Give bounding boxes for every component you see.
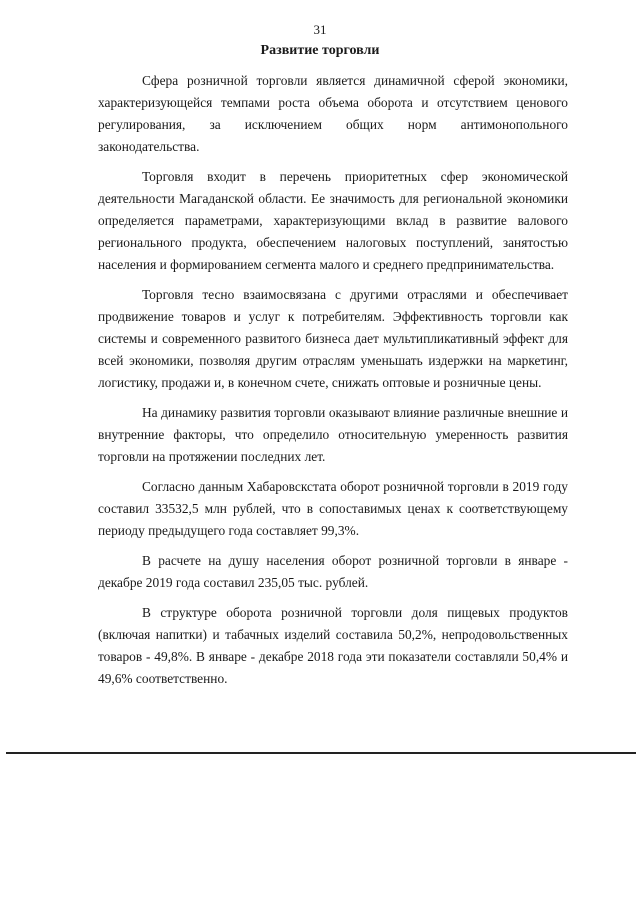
page-title: Развитие торговли [260, 43, 380, 58]
paragraph: В структуре оборота розничной торговли доля пищевых продуктов (включая напитки) и табачных изделий составила 50,2%, непродовольственных товаров - 49,8%. В январе - декабре 2018 года эти показатели составляли 50,4% и 49,6% соответственно. [98, 605, 568, 686]
paragraph: Сфера розничной торговли является динамичной сферой экономики, характеризующейся темпами роста объема оборота и отсутствием ценового регулирования, за исключением общих норм антимонопольного законодательства. [98, 73, 568, 154]
paragraph: В расчете на душу населения оборот розничной торговли в январе - декабре 2019 года составил 235,05 тыс. рублей. [98, 553, 568, 590]
bottom-divider [6, 752, 636, 754]
paragraph: Торговля входит в перечень приоритетных сфер экономической деятельности Магаданской области. Ее значимость для региональной экономики определяется параметрами, характеризующими вклад в развитие валового регионального продукта, обеспечением налоговых поступлений, занятостью населения и формированием сегмента малого и среднего предпринимательства. [98, 169, 568, 272]
document-body [98, 70, 568, 698]
paragraph: Торговля тесно взаимосвязана с другими отраслями и обеспечивает продвижение товаров и услуг к потребителям. Эффективность торговли как системы и современного развитого бизнеса дает мультипликативный эффект для всей экономики, позволяя другим отраслям уменьшать издержки на маркетинг, логистику, продажи и, в конечном счете, снижать оптовые и розничные цены. [98, 287, 568, 390]
page-number: 31 [313, 22, 327, 37]
paragraph: На динамику развития торговли оказывают влияние различные внешние и внутренние факторы, что определило относительную умеренность развития торговли на протяжении последних лет. [98, 405, 568, 464]
paragraph: Согласно данным Хабаровскстата оборот розничной торговли в 2019 году составил 33532,5 млн рублей, что в сопоставимых ценах к соответствующему периоду предыдущего года составляет 99,3%. [98, 479, 568, 538]
